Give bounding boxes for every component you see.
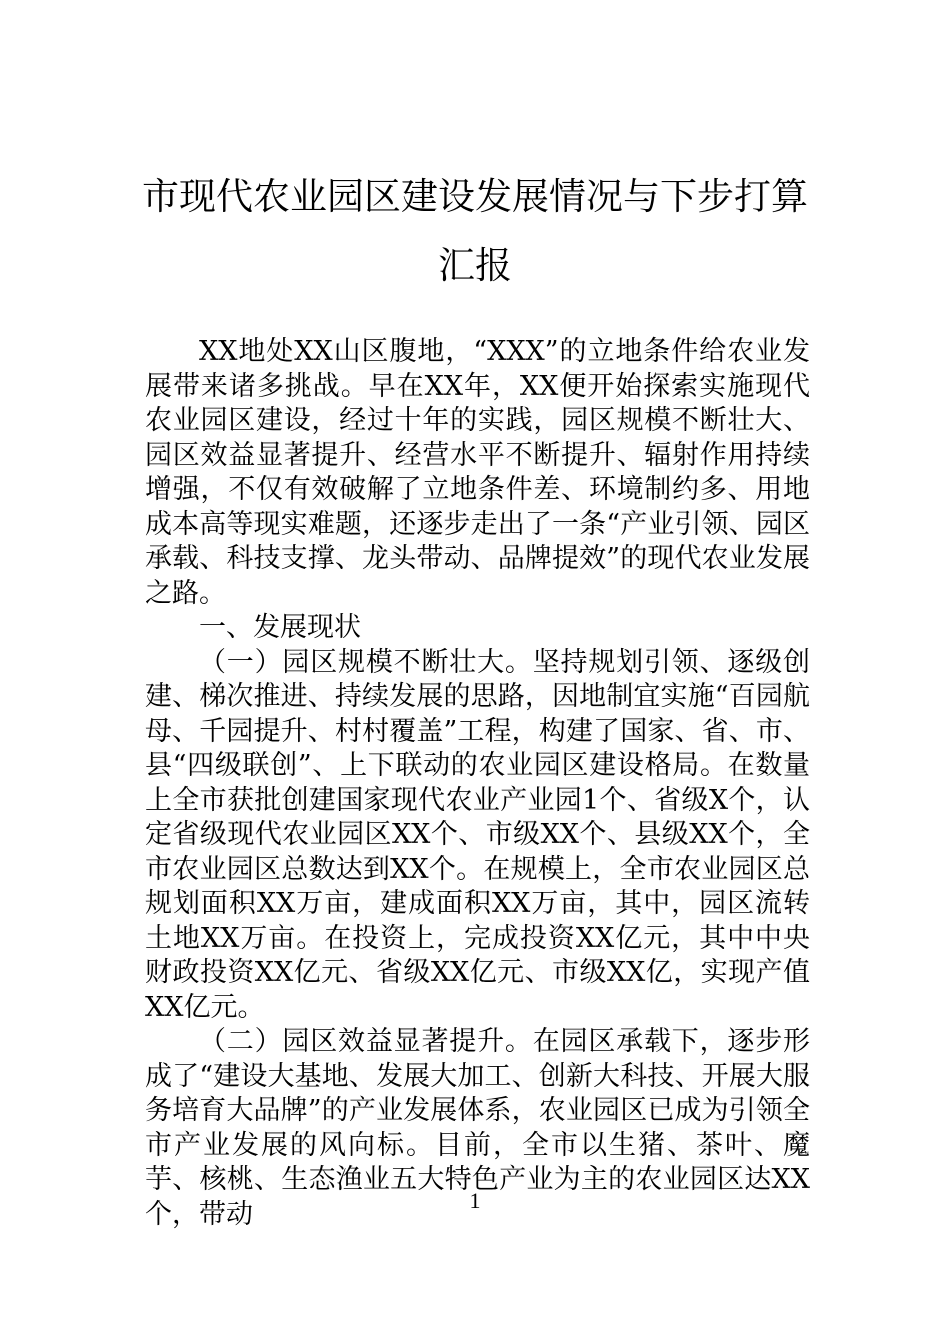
document-title-line-2: 汇报 [438,244,512,287]
section-heading-development-status: 一、发展现状 [199,612,361,643]
paragraph-park-benefit: （二）园区效益显著提升。在园区承载下，逐步形成了“建设大基地、发展大加工、创新大科技、开展大服务培育大品牌”的产业发展体系，农业园区已成为引领全市产业发展的风向标。目前，全市以生猪、茶叶、魔芋、核桃、生态渔业五大特色产业为主的农业园区达XX个，带动 [145,1026,810,1230]
page-number: 1 [469,1188,481,1213]
paragraph-intro: XX地处XX山区腹地，“XXX”的立地条件给农业发展带来诸多挑战。早在XX年，XX便开始探索实施现代农业园区建设，经过十年的实践，园区规模不断壮大、园区效益显著提升、经营水平不断提升、辐射作用持续增强，不仅有效破解了立地条件差、环境制约多、用地成本高等现实难题，还逐步走出了一条“产业引领、园区承载、科技支撑、龙头带动、品牌提效”的现代农业发展之路。 [145,336,810,609]
document-body [145,335,810,1232]
paragraph-park-scale: （一）园区规模不断壮大。坚持规划引领、逐级创建、梯次推进、持续发展的思路，因地制宜实施“百园航母、千园提升、村村覆盖”工程，构建了国家、省、市、县“四级联创”、上下联动的农业园区建设格局。在数量上全市获批创建国家现代农业产业园1个、省级X个，认定省级现代农业园区XX个、市级XX个、县级XX个，全市农业园区总数达到XX个。在规模上，全市农业园区总规划面积XX万亩，建成面积XX万亩，其中，园区流转土地XX万亩。在投资上，完成投资XX亿元，其中中央财政投资XX亿元、省级XX亿元、市级XX亿，实现产值XX亿元。 [145,646,810,1023]
document-title-line-1: 市现代农业园区建设发展情况与下步打算 [142,175,808,218]
